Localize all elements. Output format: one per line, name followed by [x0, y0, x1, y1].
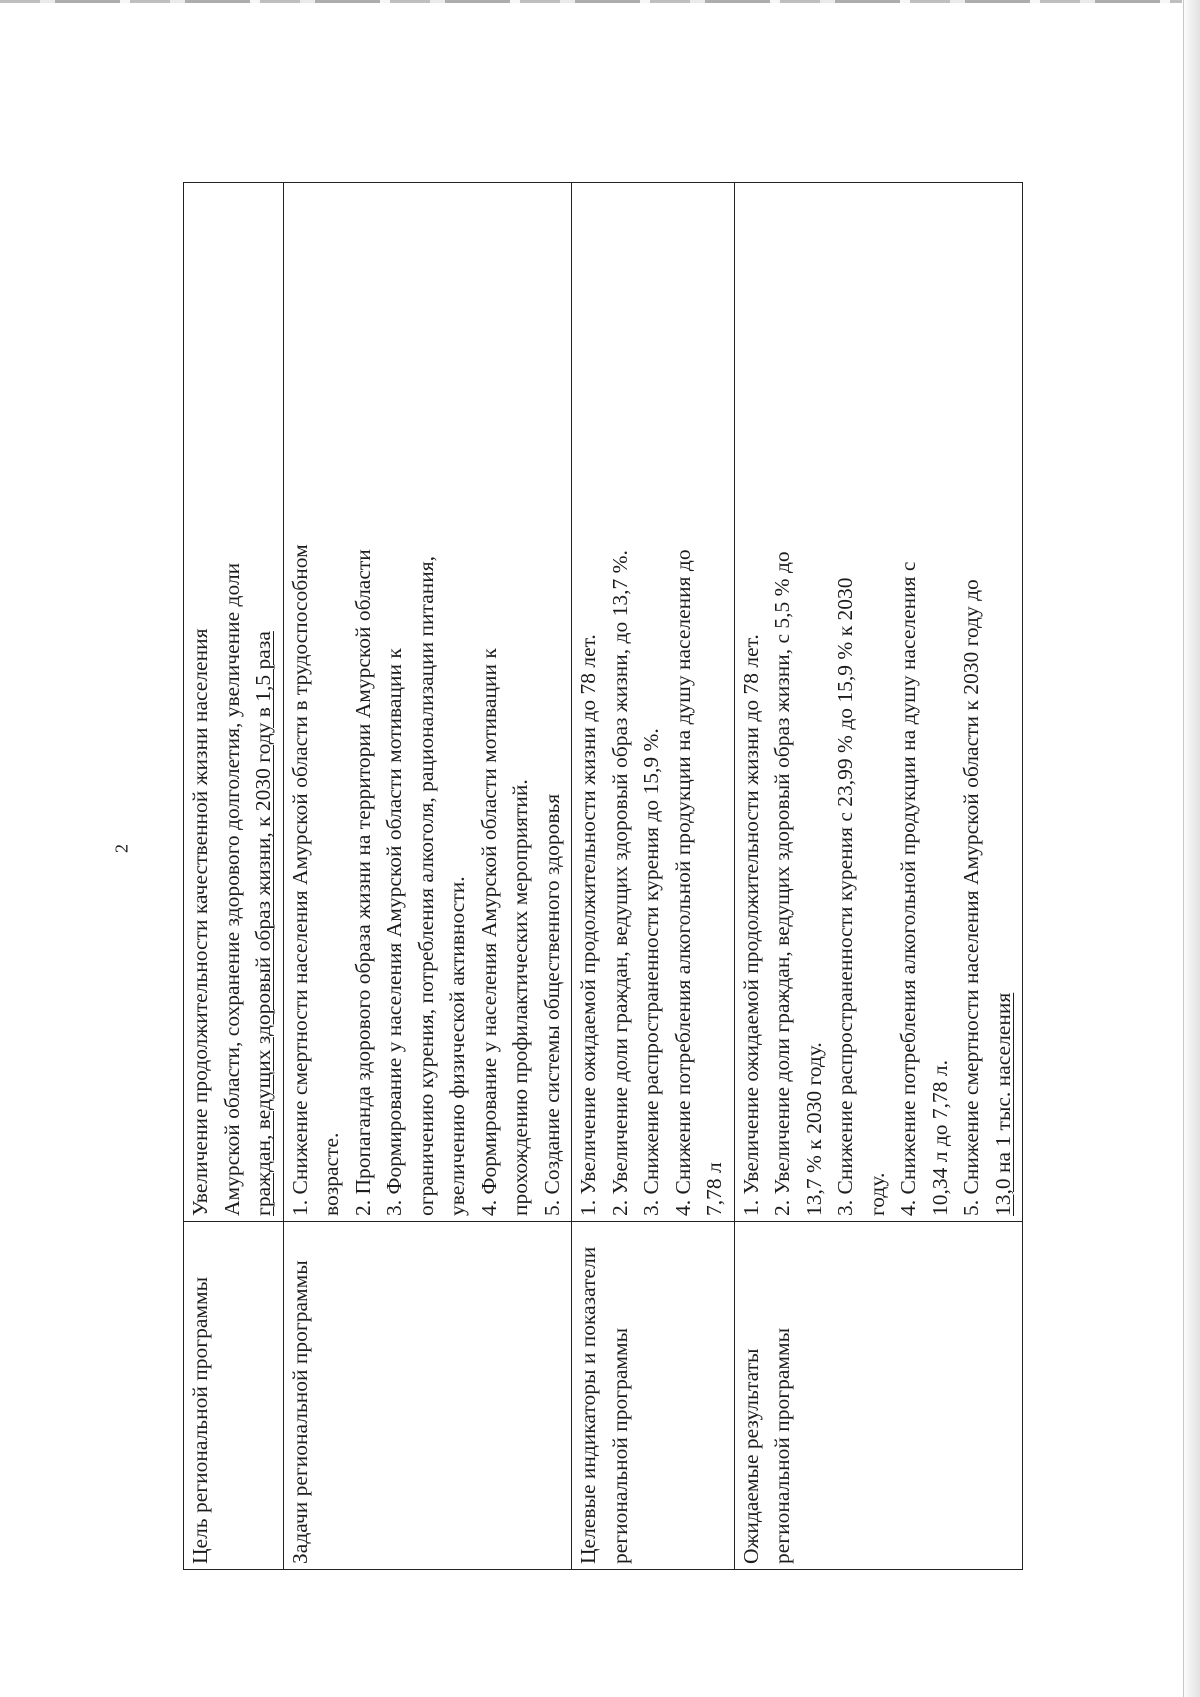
content-line: 2. Пропаганда здорового образа жизни на территории Амурской области [350, 549, 375, 1216]
content-line: увеличению физической активности. [445, 876, 469, 1216]
content-line: 1. Снижение смертности населения Амурской области в трудоспособном [287, 544, 312, 1216]
content-line: 4. Снижение потребления алкогольной продукции на душу населения до [670, 549, 695, 1216]
content-line: 7,78 л [702, 1162, 726, 1216]
table-row-indicators [572, 183, 735, 1570]
page-number: 2 [111, 844, 132, 853]
program-passport-table [183, 182, 1023, 1570]
content-line-underlined: 13,0 на 1 тыс. населения [990, 992, 1015, 1216]
content-line: 13,7 % к 2030 году. [801, 1042, 826, 1216]
content-line: 1. Увеличение ожидаемой продолжительности жизни до 78 лет. [738, 634, 763, 1216]
scan-edge-top [0, 0, 1200, 3]
content-line-underlined: граждан, ведущих здоровый образ жизни, к 2030 году в 1,5 раза [251, 631, 275, 1216]
content-line: прохождению профилактических мероприятий. [508, 779, 532, 1216]
content-line: 3. Формирование у населения Амурской области мотивации к [382, 648, 406, 1216]
table-row-goal [184, 183, 284, 1570]
content-line: 1. Увеличение ожидаемой продолжительности жизни до 78 лет. [576, 634, 600, 1216]
content-line: году. [864, 1172, 889, 1216]
content-line: 2. Увеличение доли граждан, ведущих здоровый образ жизни, с 5,5 % до [770, 551, 794, 1216]
content-line: 10,34 л до 7,78 л. [927, 1059, 952, 1216]
row-content-goal [184, 183, 284, 1222]
row-label-goal: Цель региональной программы [184, 1222, 284, 1570]
content-line: 3. Снижение распространенности курения до 15,9 %. [639, 728, 663, 1216]
table-row-results [734, 183, 1023, 1570]
content-line: Увеличение продолжительности качественной жизни населения [188, 628, 212, 1216]
content-line: 4. Снижение потребления алкогольной продукции на душу населения с [896, 561, 920, 1216]
content-line: 5. Создание системы общественного здоровья [539, 793, 564, 1216]
content-line: Амурской области, сохранение здорового долголетия, увеличение доли [219, 562, 244, 1216]
content-line: ограничению курения, потребления алкоголя, рационализации питания, [413, 555, 438, 1216]
content-line: возрасте. [319, 1132, 343, 1216]
row-content-results [734, 183, 1023, 1222]
row-label-tasks: Задачи региональной программы [283, 1222, 572, 1570]
rotated-table-wrapper [183, 182, 1015, 1570]
content-line: 3. Снижение распространенности курения с 23,99 % до 15,9 % к 2030 [833, 577, 857, 1216]
content-line: 4. Формирование у населения Амурской области мотивации к [476, 648, 501, 1216]
table-row-tasks [283, 183, 572, 1570]
row-content-indicators [572, 183, 735, 1222]
row-label-indicators: Целевые индикаторы и показатели региональной программы [572, 1222, 735, 1570]
content-line: 2. Увеличение доли граждан, ведущих здоровый образ жизни, до 13,7 %. [607, 550, 632, 1216]
row-label-results: Ожидаемые результаты региональной программы [734, 1222, 1023, 1570]
content-line: 5. Снижение смертности населения Амурской области к 2030 году до [959, 579, 983, 1216]
row-content-tasks [283, 183, 572, 1222]
scan-edge-right [1182, 0, 1200, 1697]
